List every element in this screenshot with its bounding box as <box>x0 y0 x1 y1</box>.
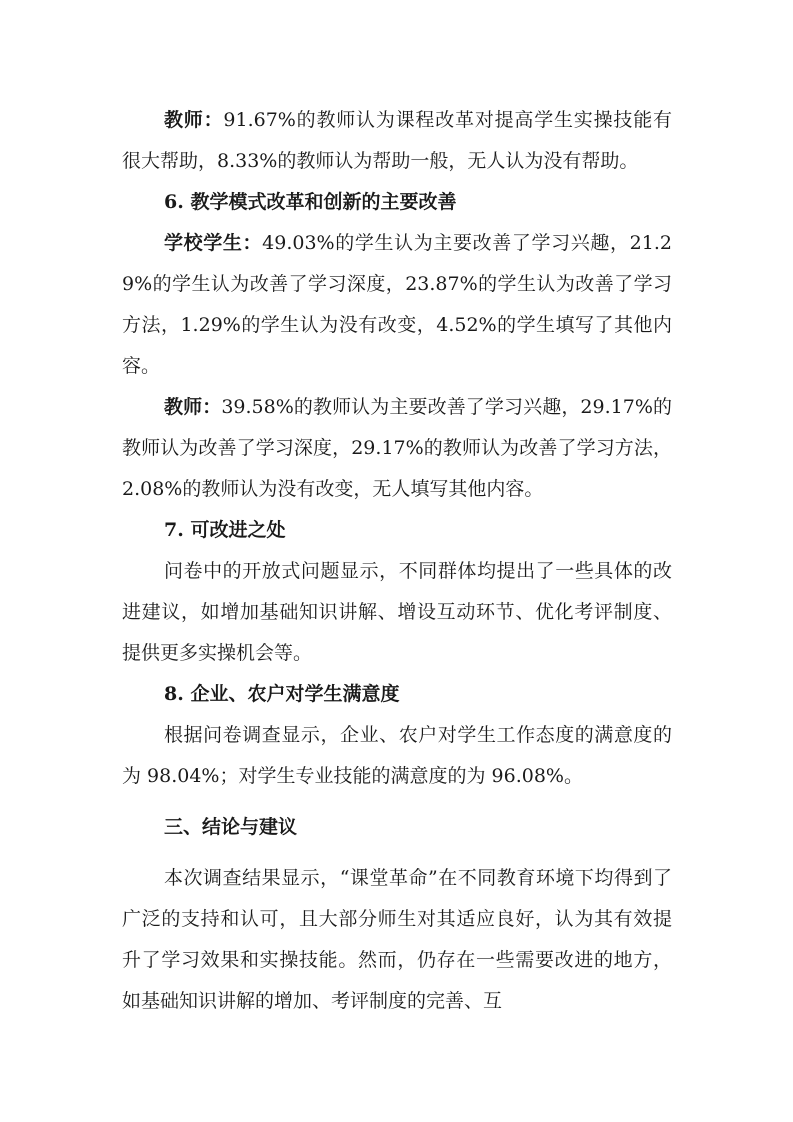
teacher-help-paragraph <box>122 100 672 182</box>
teacher-help-text: 91.67%的教师认为课程改革对提高学生实操技能有很大帮助，8.33%的教师认为帮助一般，无人认为没有帮助。 <box>122 109 672 172</box>
satisfaction-paragraph: 根据问卷调查显示，企业、农户对学生工作态度的满意度的为 98.04%；对学生专业技能的满意度的为 96.08%。 <box>122 724 672 787</box>
document-body <box>122 100 672 1022</box>
conclusion-paragraph: 本次调查结果显示，“课堂革命”在不同教育环境下均得到了广泛的支持和认可，且大部分师生对其适应良好，认为其有效提升了学习效果和实操技能。然而，仍存在一些需要改进的地方，如基础知识讲解的增加、考评制度的完善、互 <box>122 867 672 1012</box>
teacher-label: 教师： <box>164 109 224 131</box>
heading-7: 7. 可改进之处 <box>164 519 286 541</box>
heading-8: 8. 企业、农户对学生满意度 <box>164 683 400 705</box>
teachers-6-paragraph <box>122 387 672 510</box>
students-6-label: 学校学生： <box>164 232 263 254</box>
students-6-paragraph <box>122 223 672 387</box>
teachers-6-text: 39.58%的教师认为主要改善了学习兴趣，29.17%的教师认为改善了学习深度，29.17%的教师认为改善了学习方法，2.08%的教师认为没有改变，无人填写其他内容。 <box>122 396 672 500</box>
students-6-text: 49.03%的学生认为主要改善了学习兴趣，21.29%的学生认为改善了学习深度，23.87%的学生认为改善了学习方法，1.29%的学生认为没有改变，4.52%的学生填写了其他内容。 <box>122 232 672 377</box>
heading-6: 6. 教学模式改革和创新的主要改善 <box>164 191 457 213</box>
improvements-paragraph: 问卷中的开放式问题显示，不同群体均提出了一些具体的改进建议，如增加基础知识讲解、增设互动环节、优化考评制度、提供更多实操机会等。 <box>122 560 672 664</box>
teachers-6-label: 教师： <box>164 396 222 418</box>
section-heading-conclusion: 三、结论与建议 <box>164 816 298 838</box>
